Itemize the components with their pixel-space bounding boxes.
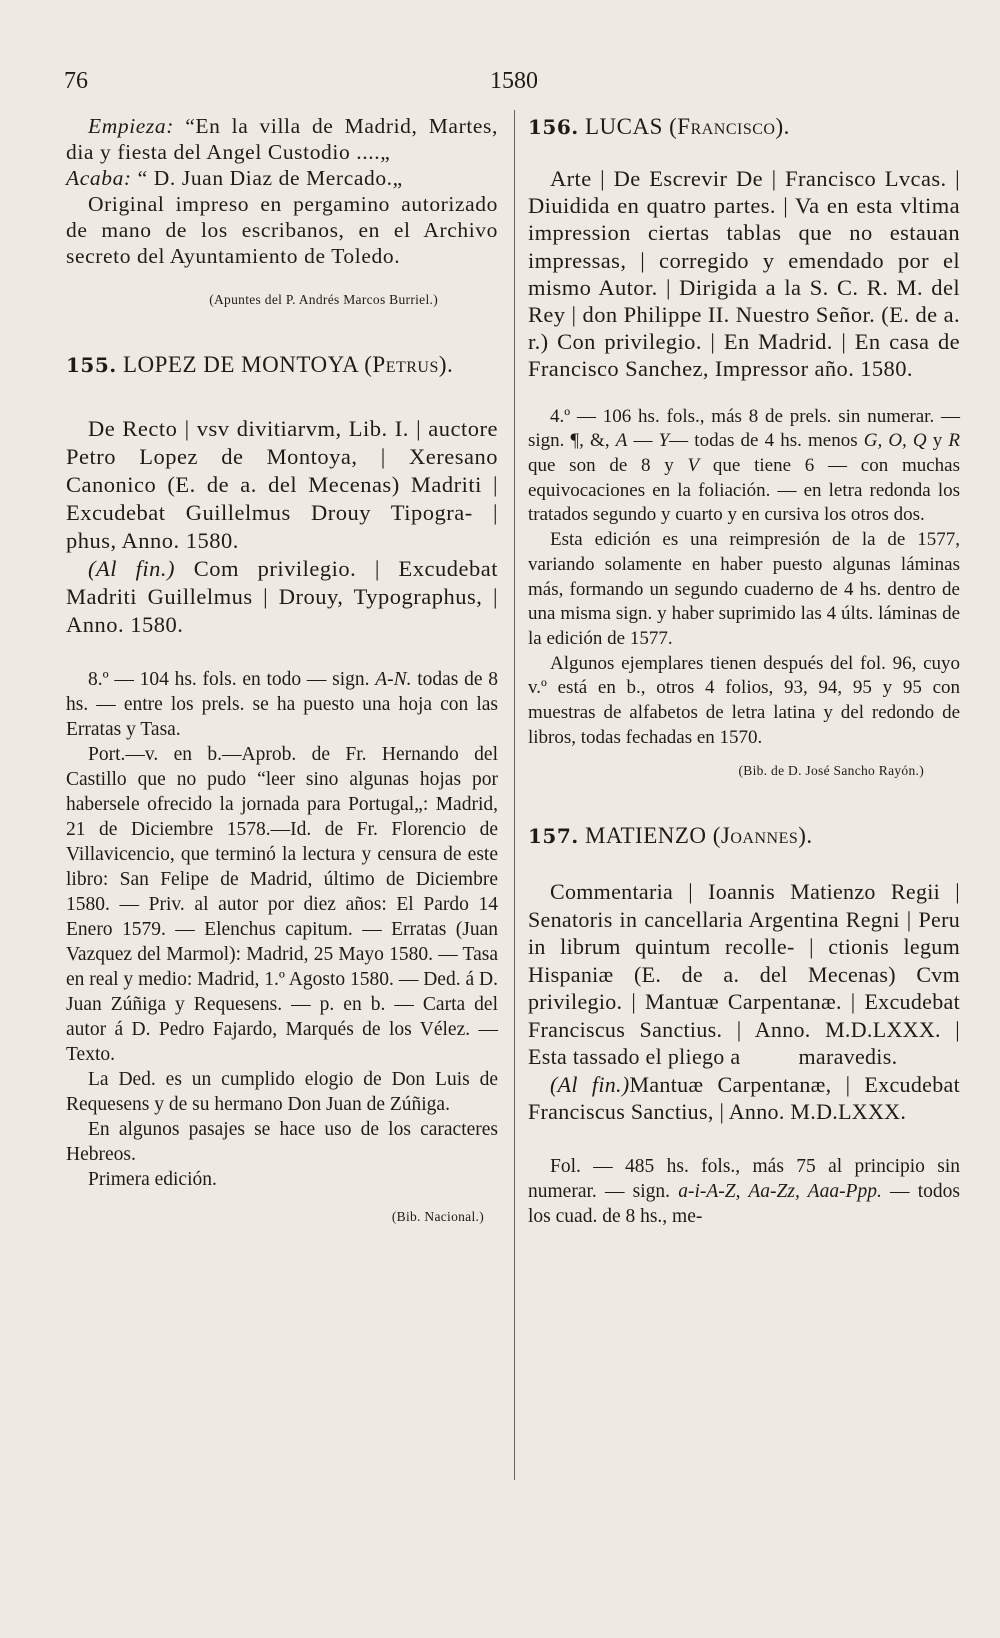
desc-signature: V xyxy=(687,455,700,477)
edition-note: Primera edición. xyxy=(88,1169,217,1190)
page-header xyxy=(64,68,960,102)
dedication-note: La Ded. es un cumplido elogio de Don Luis de Requesens y de su hermano Don Juan de Zúñiga. xyxy=(66,1069,498,1115)
entry-author-close: ). xyxy=(438,352,454,377)
entry-number: 157. xyxy=(528,824,579,849)
right-column xyxy=(528,113,966,1229)
physical-description xyxy=(528,405,960,529)
desc-signature: Y xyxy=(658,430,670,452)
left-column xyxy=(66,113,498,1226)
running-head-year: 1580 xyxy=(490,68,538,94)
entry-heading-157 xyxy=(528,822,960,850)
desc-signature: A-N. xyxy=(375,669,412,690)
entry-author: MATIENZO ( xyxy=(578,823,721,849)
desc-text: que tiene 6 — con muchas equivocaciones en la foliación. — en letra redonda los tratados segundo y cuarto y en cursiva los otros dos. xyxy=(528,455,960,526)
hebrew-note: En algunos pasajes se hace uso de los caracteres Hebreos. xyxy=(66,1119,498,1165)
entry-title: Arte | De Escrevir De | Francisco Lvcas. | Diuidida en quatro partes. | Va en esta vltima impression ciertas tablas que no estauan impressas, | corregido y emendado por el mismo Autor. | Dirigida a la S. C. R. M. del Rey | don Philippe II. Nuestro Señor. (E. de a. r.) Con privilegio. | En Madrid. | En casa de Francisco Sanchez, Impressor año. 1580. xyxy=(528,166,960,382)
desc-signature: a-i-A-Z, Aa-Zz, Aaa-Ppp. xyxy=(678,1180,882,1202)
entry-author: LOPEZ DE MONTOYA ( xyxy=(116,352,373,377)
original-note: Original impreso en pergamino autorizado de mano de los escribanos, en el Archivo secreto del Ayuntamiento de Toledo. xyxy=(66,192,498,268)
contents-description: Port.—v. en b.—Aprob. de Fr. Hernando del Castillo que no pudo “leer sino algunas hojas por habersele ofrecido la jornada para Portugal„: Madrid, 21 de Diciembre 1578.—Id. de Fr. Florencio de Villavicencio, que terminó la lectura y censura de este libro: San Felipe de Madrid, último de Diciembre 1580. — Priv. al autor por diez años: El Pardo 14 Enero 1579. — Elenchus capitum. — Erratas (Juan Vazquez del Marmol): Madrid, 25 Mayo 1580. — Tasa en real y medio: Madrid, 1.º Agosto 1580. — Ded. á D. Juan Zúñiga y Requesens. — p. en b. — Carta del autor á D. Pedro Fajardo, Marqués de los Vélez. — Texto. xyxy=(66,744,498,1065)
desc-text: — todos los cuad. de 8 hs., me- xyxy=(528,1180,960,1227)
colophon xyxy=(528,1071,960,1126)
al-fin-text: Mantuæ Carpentanæ, | Excudebat Franciscus Sanctius, | Anno. M.D.LXXX. xyxy=(528,1071,960,1125)
desc-text: 4.º — 106 hs. fols., más 8 de prels. sin numerar. — sign. ¶, &, xyxy=(528,405,960,452)
source-citation: (Apuntes del P. Andrés Marcos Burriel.) xyxy=(209,292,438,307)
physical-description xyxy=(66,667,498,742)
reprint-note: Esta edición es una reimpresión de la de 1577, variando solamente en haber puesto algunas láminas más, formando un segundo cuaderno de 4 hs. dentro de una misma sign. y haber suprimido las 4 últs. láminas de la edición de 1577. xyxy=(528,529,960,649)
entry-author-given: Joannes xyxy=(720,823,799,849)
entry-heading-156 xyxy=(528,113,960,141)
al-fin-label: (Al fin.) xyxy=(88,556,176,581)
copies-note: Algunos ejemplares tienen después del fol. 96, cuyo v.º está en b., otros 4 folios, 93, 94, 95 y 95 con muestras de alfabetos de letra latina y del redondo de libros, todas fechadas en 1570. xyxy=(528,652,960,748)
desc-text: Fol. — 485 hs. fols., más 75 al principio sin numerar. — sign. xyxy=(528,1155,960,1202)
entry-title: De Recto | vsv divitiarvm, Lib. I. | auctore Petro Lopez de Montoya, | Xeresano Canonico (E. de a. del Mecenas) Madriti | Excudebat Guillelmus Drouy Tipogra- | phus, Anno. 1580. xyxy=(66,416,498,553)
empieza-label: Empieza: xyxy=(88,114,175,138)
desc-signature: G, O, Q xyxy=(863,430,927,452)
acaba-text: “ D. Juan Diaz de Mercado.„ xyxy=(131,166,403,190)
empieza-text: “En la villa de Madrid, Martes, dia y fiesta del Angel Custodio ....„ xyxy=(66,114,498,164)
entry-author-close: ). xyxy=(775,114,790,139)
desc-signature: R xyxy=(948,430,961,452)
entry-number: 155. xyxy=(66,353,117,377)
entry-author: LUCAS ( xyxy=(578,114,678,139)
desc-text: — todas de 4 hs. menos xyxy=(669,430,864,452)
source-citation: (Bib. Nacional.) xyxy=(391,1209,484,1224)
incipit-paragraph xyxy=(66,113,498,191)
desc-text: y xyxy=(926,430,949,452)
physical-description xyxy=(528,1154,960,1229)
column-divider xyxy=(514,110,515,1480)
source-citation: (Bib. de D. José Sancho Rayón.) xyxy=(738,763,924,779)
desc-text: — xyxy=(627,430,659,452)
al-fin-text: Com privilegio. | Excudebat Madriti Guillelmus | Drouy, Typographus, | Anno. 1580. xyxy=(66,556,499,637)
entry-author-given: Francisco xyxy=(677,114,776,139)
al-fin-label: (Al fin.) xyxy=(550,1071,630,1097)
entry-author-close: ). xyxy=(798,823,813,849)
desc-text: 8.º — 104 hs. fols. en todo — sign. xyxy=(88,669,376,690)
colophon xyxy=(66,555,498,639)
desc-text: que son de 8 y xyxy=(528,455,688,477)
entry-number: 156. xyxy=(528,115,579,139)
desc-signature: A xyxy=(615,430,628,452)
entry-author-given: Petrus xyxy=(372,352,439,377)
desc-text-end: todas de 8 hs. — entre los prels. se ha puesto una hoja con las Erratas y Tasa. xyxy=(66,669,498,740)
page-number: 76 xyxy=(64,68,88,94)
entry-heading-155 xyxy=(66,351,498,379)
acaba-label: Acaba: xyxy=(66,166,132,190)
entry-title: Commentaria | Ioannis Matienzo Regii | Senatoris in cancellaria Argentina Regni | Peru in librum quintum recolle- | ctionis legum Hispaniæ (E. de a. del Mecenas) Cvm privilegio. | Mantuæ Carpentanæ. | Excudebat Franciscus Sanctius. | Anno. M.D.LXXX. | Esta tassado el pliego a maravedis. xyxy=(528,879,966,1070)
